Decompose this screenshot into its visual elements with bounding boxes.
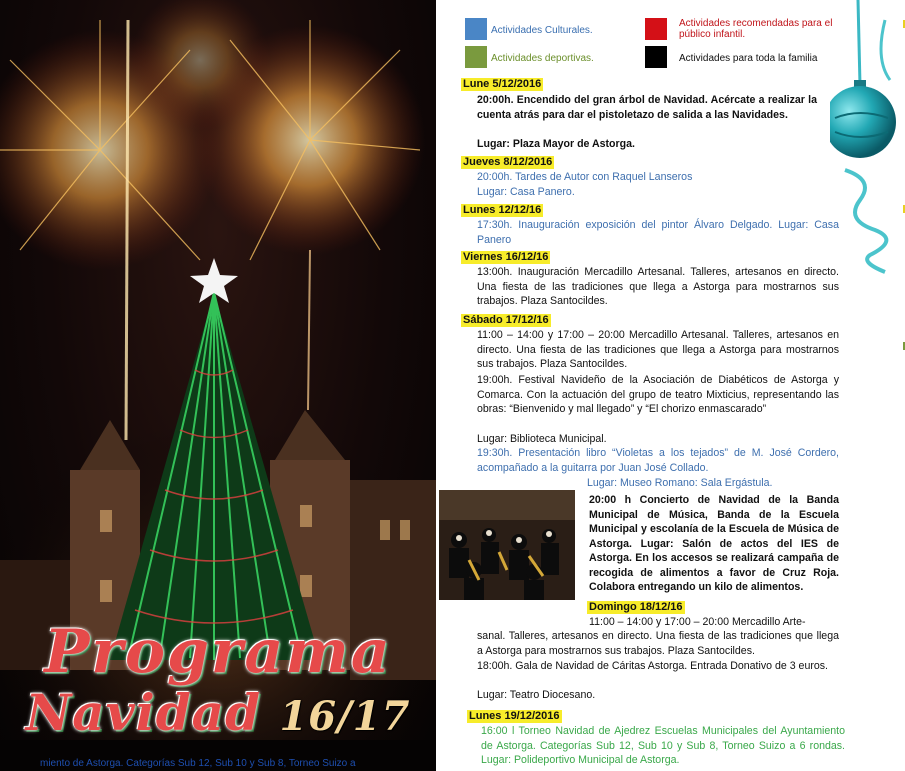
christmas-poster [0, 0, 436, 771]
date-heading: Domingo 18/12/16 [589, 601, 683, 613]
event-place: Lugar: Plaza Mayor de Astorga. [477, 138, 635, 150]
legend-cultural-label: Actividades Culturales. [491, 25, 593, 36]
poster-title-programa: Programa [44, 617, 392, 687]
orchestra-photo-illustration [439, 490, 575, 600]
legend-family-label: Actividades para toda la familia [679, 53, 818, 64]
event-text: sanal. Talleres, artesanos en directo. Una fiesta de las tradiciones que llega a Astorga para mostrarnos sus trabajos. Plaza Santocildes. [477, 630, 839, 657]
legend-kids-label: Actividades recomendadas para el público infantil. [679, 18, 833, 40]
event-text: 11:00 – 14:00 y 17:00 – 20:00 Mercadillo Artesanal. Talleres, artesanos en directo. Una fiesta de las tradiciones que llega a Astorga para mostrarnos sus trabajos. Plaza Santocildes. [477, 329, 839, 370]
legend-kids-swatch [645, 18, 667, 40]
date-heading: Lunes 12/12/16 [463, 204, 542, 216]
event-place: Lugar: Museo Romano: Sala Ergástula. [587, 477, 773, 489]
legend-sports-label: Actividades deportivas. [491, 53, 594, 64]
event-text: 20:00 h Concierto de Navidad de la Banda Municipal de Música, Banda de la Escuela Municipal y escolanía de la Escuela de Música de Astorga. Lugar: Salón de actos del IES de Astorga. En los accesos se realizará campaña de recogida de alimentos a favor de Cruz Roja. Colabora entregando un kilo de alimentos. [589, 494, 839, 593]
legend-sports-swatch [465, 46, 487, 68]
poster-title-navidad [0, 683, 436, 742]
event-text: 19:00h. Festival Navideño de la Asociación de Diabéticos de Astorga y Comarca. Con la actuación del grupo de teatro Mixticius, representando las obras: “Bienvenido y mal llegado” y “El chorizo enmascarado” [477, 374, 839, 415]
poster-year: 16/17 [279, 693, 411, 740]
event-place: Lugar: Teatro Diocesano. [477, 689, 596, 701]
legend-cultural-swatch [465, 18, 487, 40]
legend-family-swatch [645, 46, 667, 68]
event-text: 16:00 l Torneo Navidad de Ajedrez Escuelas Municipales del Ayuntamiento de Astorga. Categorías Sub 12, Sub 10 y Sub 8, Torneo Suizo a 6 rondas. Lugar: Polideportivo Municipal de Astorga. [481, 725, 845, 766]
event-text: 20:00h. Encendido del gran árbol de Navidad. Acércate a realizar la cuenta atrás para dar el pistoletazo de salida a las Navidades. [477, 94, 817, 121]
date-heading: Lunes 19/12/2016 [469, 710, 560, 722]
bottom-cut-text: miento de Astorga. Categorías Sub 12, Sub 10 y Sub 8, Torneo Suizo a [40, 758, 356, 769]
date-heading: Jueves 8/12/2016 [463, 156, 553, 168]
event-text: 13:00h. Inauguración Mercadillo Artesanal. Talleres, artesanos en directo. Una fiesta de las tradiciones que llega a Astorga para mostrarnos sus trabajos. Plaza Santocildes. [477, 266, 839, 307]
event-place: Lugar: Casa Panero. [477, 186, 575, 198]
date-heading: Sábado 17/12/16 [463, 314, 549, 326]
event-place: Lugar: Biblioteca Municipal. [477, 433, 607, 445]
date-heading: Viernes 16/12/16 [463, 251, 549, 263]
poster-title-navidad-word: Navidad [25, 683, 262, 742]
event-text: 20:00h. Tardes de Autor con Raquel Lanseros [477, 171, 693, 183]
date-heading: Lune 5/12/2016 [463, 78, 542, 90]
concert-photo [439, 490, 575, 600]
event-text: 11:00 – 14:00 y 17:00 – 20:00 Mercadillo Arte- [589, 616, 806, 628]
program-column [437, 0, 905, 771]
christmas-ornament-decoration [830, 0, 905, 300]
event-text: 19:30h. Presentación libro “Violetas a los tejados” de M. José Cordero, acompañado a la guitarra por Juan José Collado. [477, 447, 839, 474]
event-text: 18:00h. Gala de Navidad de Cáritas Astorga. Entrada Donativo de 3 euros. [477, 660, 828, 672]
event-text: 17:30h. Inauguración exposición del pintor Álvaro Delgado. Lugar: Casa Panero [477, 219, 839, 246]
